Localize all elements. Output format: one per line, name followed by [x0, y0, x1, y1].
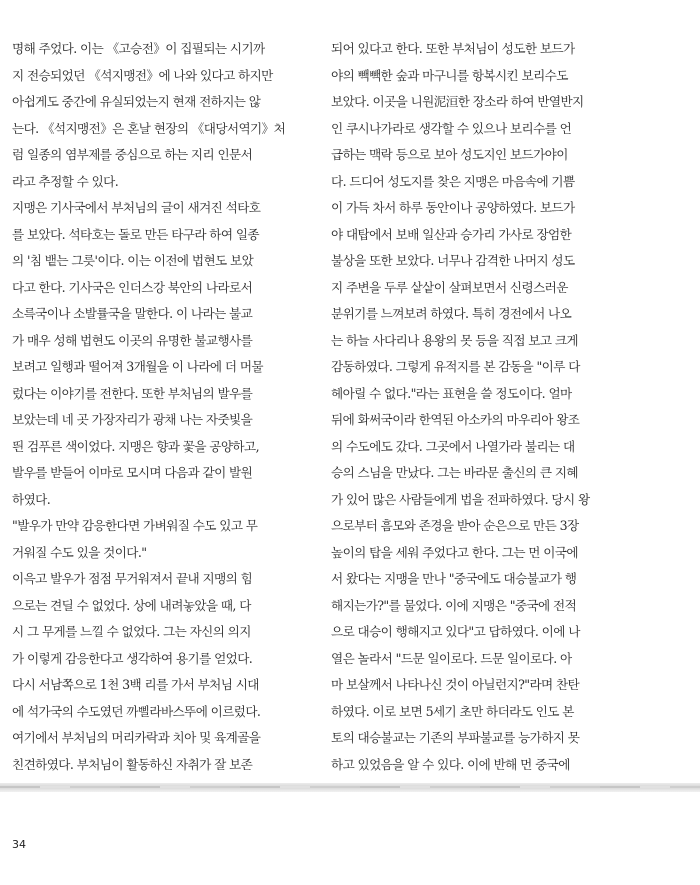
left-text-column — [12, 36, 294, 778]
text-line: 분위기를 느껴보려 하였다. 특히 경전에서 나오 — [331, 306, 572, 321]
text-line: 띈 검푸른 색이었다. 지맹은 향과 꽃을 공양하고, — [12, 438, 259, 454]
text-line: 가 있어 많은 사람들에게 법을 전파하였다. 당시 왕 — [331, 491, 590, 507]
text-line: 지 전승되었던 《석지맹전》에 나와 있다고 하지만 — [12, 67, 273, 83]
text-line: 으로는 견딜 수 없었다. 상에 내려놓았을 때, 다 — [12, 597, 251, 613]
text-line: 라고 추정할 수 있다. — [12, 173, 119, 189]
text-line: 보았는데 네 곳 가장자리가 광채 나는 자줏빛을 — [12, 412, 253, 427]
text-line: 하였다. — [12, 491, 51, 507]
text-line: 지 주변을 두루 샅샅이 살펴보면서 신령스러운 — [331, 279, 568, 295]
text-line: 승의 스님을 만났다. 그는 바라문 출신의 큰 지혜 — [331, 465, 578, 480]
text-line: 하였다. 이로 보면 5세기 초만 하더라도 인도 본 — [331, 703, 574, 719]
text-line: 소륵국이나 소발률국을 말한다. 이 나라는 불교 — [12, 306, 253, 321]
text-line: 가 매우 성해 법현도 이곳의 유명한 불교행사를 — [12, 332, 253, 348]
text-line: 불상을 또한 보았다. 너무나 감격한 나머지 성도 — [331, 253, 575, 268]
text-line: 뒤에 화써국이라 한역된 아소카의 마우리아 왕조 — [331, 412, 580, 427]
text-line: 명해 주었다. 이는 《고승전》이 집필되는 시기까 — [12, 41, 265, 56]
text-line: 감동하였다. 그렇게 유적지를 본 감동을 "이루 다 — [331, 359, 580, 374]
text-line: 럼 일종의 염부제를 중심으로 하는 지리 인문서 — [12, 147, 253, 162]
text-line: 높이의 탑을 세워 주었다고 한다. 그는 먼 이국에 — [331, 544, 578, 560]
text-line: 열은 놀라서 "드문 일이로다. 드문 일이로다. 아 — [331, 650, 572, 666]
text-line: 하고 있었음을 알 수 있다. 이에 반해 먼 중국에 — [331, 756, 570, 772]
text-line: 보려고 일행과 떨어져 3개월을 이 나라에 더 머물 — [12, 359, 263, 374]
text-line: 는 하늘 사다리나 용왕의 못 등을 직접 보고 크게 — [331, 332, 578, 348]
text-line: 으로부터 흠모와 존경을 받아 순은으로 만든 3장 — [331, 518, 579, 533]
text-line: "발우가 만약 감응한다면 가벼워질 수도 있고 무 — [12, 518, 258, 533]
footer-divider — [0, 783, 700, 792]
text-line: 지맹은 기사국에서 부처님의 글이 새겨진 석타호 — [12, 200, 261, 215]
right-text-column — [331, 36, 613, 778]
text-line: 를 보았다. 석타호는 돌로 만든 타구라 하여 일종 — [12, 226, 259, 242]
text-line: 아쉽게도 중간에 유실되었는지 현재 전하지는 않 — [12, 94, 261, 109]
text-line: 의 수도에도 갔다. 그곳에서 나열가라 불리는 대 — [331, 438, 575, 454]
text-line: 해지는가?"를 물었다. 이에 지맹은 "중국에 전적 — [331, 597, 577, 613]
text-line: 다고 한다. 기사국은 인더스강 북안의 나라로서 — [12, 279, 253, 295]
page-number: 34 — [12, 838, 26, 851]
text-line: 으로 대승이 행해지고 있다"고 답하였다. 이에 나 — [331, 624, 580, 639]
text-line: 인 쿠시나가라로 생각할 수 있으나 보리수를 언 — [331, 120, 572, 136]
text-line: 다시 서남쪽으로 1천 3백 리를 가서 부처님 시대 — [12, 677, 259, 692]
text-line: 이 가득 차서 하루 동안이나 공양하였다. 보드가 — [331, 200, 575, 215]
text-line: 마 보살께서 나타나신 것이 아닐런지?"라며 찬탄 — [331, 677, 580, 692]
text-line: 되어 있다고 한다. 또한 부처님이 성도한 보드가 — [331, 41, 575, 56]
text-line: 시 그 무게를 느낄 수 없었다. 그는 자신의 의지 — [12, 624, 251, 639]
text-line: 거워질 수도 있을 것이다." — [12, 544, 147, 560]
text-line: 서 왔다는 지맹을 만나 "중국에도 대승불교가 행 — [331, 571, 577, 586]
text-line: 야의 빽빽한 숲과 마구니를 항복시킨 보리수도 — [331, 67, 568, 83]
text-line: 의 '침 뱉는 그릇'이다. 이는 이전에 법현도 보았 — [12, 253, 254, 268]
text-line: 여기에서 부처님의 머리카락과 치아 및 육계골을 — [12, 730, 261, 745]
text-line: 는다. 《석지맹전》은 혼날 현장의 《대당서역기》처 — [12, 120, 286, 136]
text-line: 야 대탑에서 보배 일산과 승가리 가사로 장엄한 — [331, 226, 572, 242]
text-line: 보았다. 이곳을 니원泥洹한 장소라 하여 반열반지 — [331, 94, 584, 109]
text-line: 토의 대승불교는 기존의 부파불교를 능가하지 못 — [331, 730, 580, 745]
text-line: 렀다는 이야기를 전한다. 또한 부처님의 발우를 — [12, 385, 253, 401]
text-line: 급하는 맥락 등으로 보아 성도지인 보드가야이 — [331, 147, 568, 162]
text-line: 이윽고 발우가 점점 무거워져서 끝내 지맹의 힘 — [12, 571, 253, 586]
text-line: 가 이렇게 감응한다고 생각하여 용기를 얻었다. — [12, 650, 253, 666]
text-line: 친견하였다. 부처님이 활동하신 자취가 잘 보존 — [12, 756, 253, 772]
text-line: 헤아릴 수 없다."라는 표현을 쓸 정도이다. 얼마 — [331, 385, 572, 401]
text-line: 발우를 받들어 이마로 모시며 다음과 같이 발원 — [12, 465, 253, 480]
text-line: 에 석가국의 수도였던 까삘라바스뚜에 이르렀다. — [12, 703, 261, 719]
text-line: 다. 드디어 성도지를 찾은 지맹은 마음속에 기쁨 — [331, 173, 575, 189]
